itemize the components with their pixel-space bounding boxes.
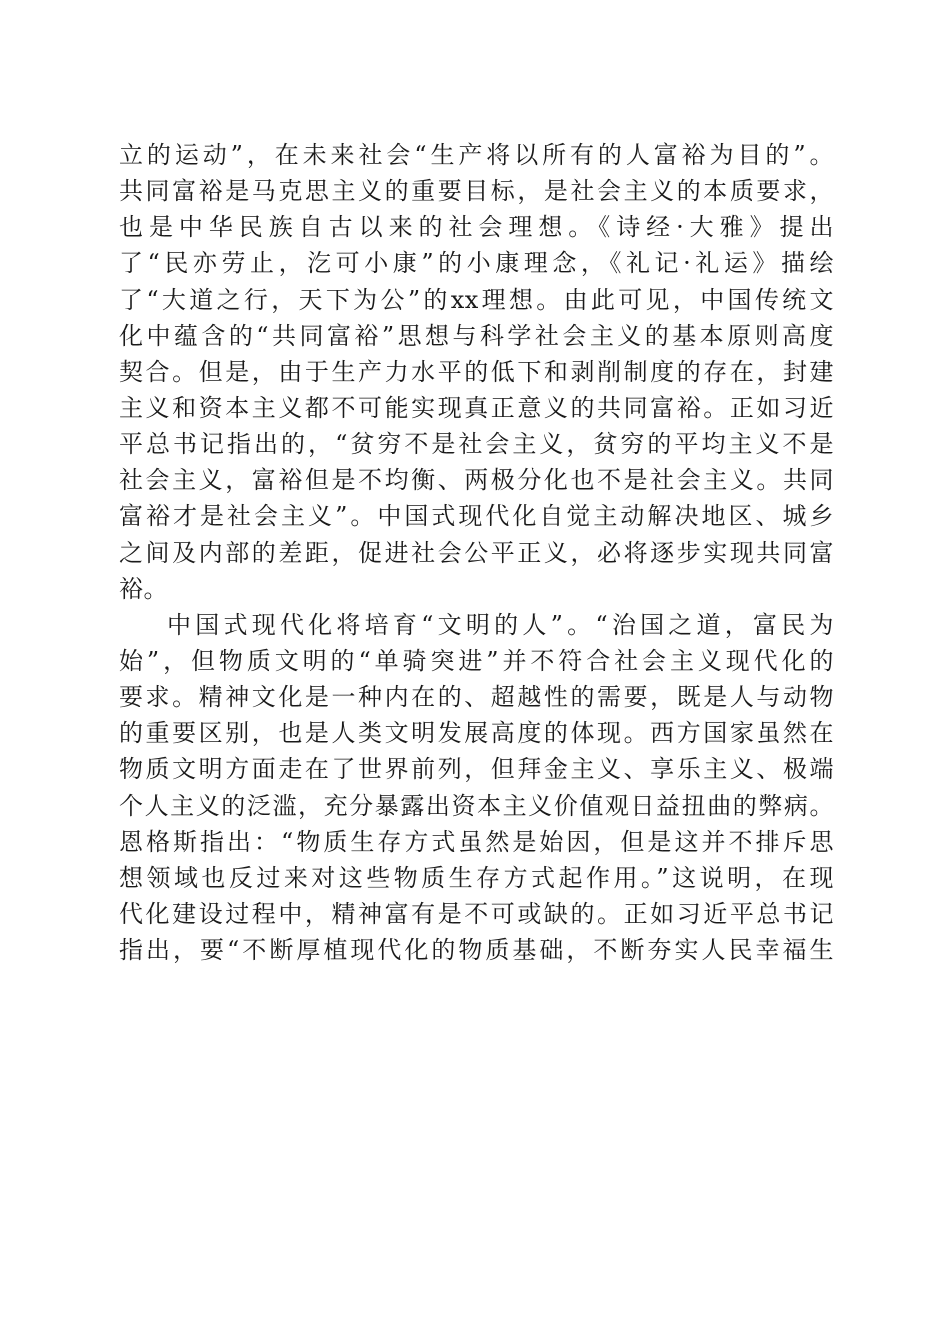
- text-line: 契合。但是，由于生产力水平的低下和剥削制度的存在，封建: [119, 357, 834, 386]
- text-line: 始”，但物质文明的“单骑突进”并不符合社会主义现代化的: [119, 646, 834, 675]
- text-line: 社会主义，富裕但是不均衡、两极分化也不是社会主义。共同: [119, 466, 834, 495]
- text-line: 个人主义的泛滥，充分暴露出资本主义价值观日益扭曲的弊病。: [119, 791, 834, 820]
- text-line: 了“民亦劳止，汔可小康”的小康理念，《礼记·礼运》描绘: [119, 249, 834, 278]
- text-line: 共同富裕是马克思主义的重要目标，是社会主义的本质要求，: [119, 177, 834, 206]
- text-line: 恩格斯指出：“物质生存方式虽然是始因，但是这并不排斥思: [119, 827, 834, 856]
- text-line: 主义和资本主义都不可能实现真正意义的共同富裕。正如习近: [119, 393, 834, 422]
- text-line: 也是中华民族自古以来的社会理想。《诗经·大雅》提出: [119, 213, 834, 242]
- text-line: 物质文明方面走在了世界前列，但拜金主义、享乐主义、极端: [119, 755, 834, 784]
- text-line: 立的运动”，在未来社会“生产将以所有的人富裕为目的”。: [119, 141, 834, 169]
- text-line: 之间及内部的差距，促进社会公平正义，必将逐步实现共同富: [119, 538, 834, 567]
- text-line: 的重要区别，也是人类文明发展高度的体现。西方国家虽然在: [119, 719, 834, 748]
- text-line: 化中蕴含的“共同富裕”思想与科学社会主义的基本原则高度: [119, 321, 834, 350]
- body-text: [119, 137, 834, 968]
- text-line: 富裕才是社会主义”。中国式现代化自觉主动解决地区、城乡: [119, 502, 834, 531]
- text-line: 代化建设过程中，精神富有是不可或缺的。正如习近平总书记: [119, 899, 834, 928]
- text-line: 要求。精神文化是一种内在的、超越性的需要，既是人与动物: [119, 683, 834, 712]
- text-line: 了“大道之行，天下为公”的xx理想。由此可见，中国传统文: [119, 285, 834, 314]
- text-line: 想领域也反过来对这些物质生存方式起作用。”这说明，在现: [119, 863, 834, 892]
- paragraph-end-line: 裕。: [119, 574, 168, 603]
- paragraph-start-line: 中国式现代化将培育“文明的人”。“治国之道，富民为: [167, 610, 834, 639]
- text-line: 指出，要“不断厚植现代化的物质基础，不断夯实人民幸福生: [119, 936, 834, 965]
- text-line: 平总书记指出的，“贫穷不是社会主义，贫穷的平均主义不是: [119, 430, 834, 459]
